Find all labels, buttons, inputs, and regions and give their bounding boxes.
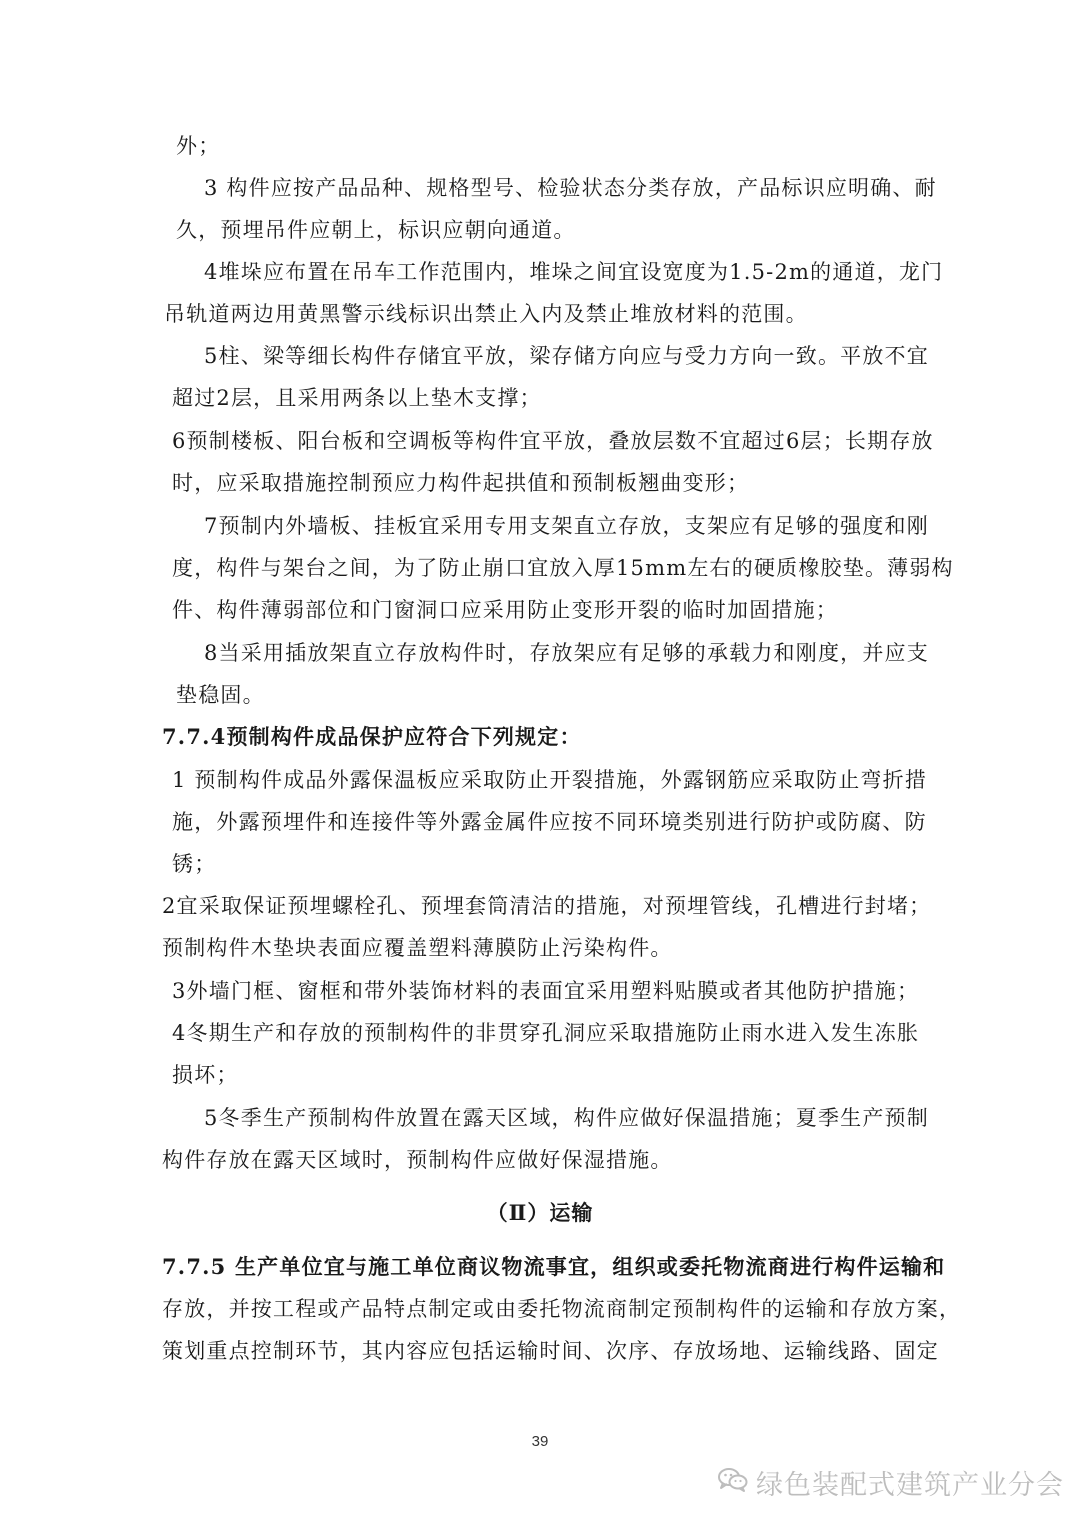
text-line: 7预制内外墙板、挂板宜采用专用支架直立存放，支架应有足够的强度和刚 <box>204 514 929 538</box>
text-line: 1 预制构件成品外露保温板应采取防止开裂措施，外露钢筋应采取防止弯折措 <box>172 768 928 792</box>
text-line: 4堆垛应布置在吊车工作范围内，堆垛之间宜设宽度为1.5-2m的通道，龙门 <box>204 260 944 284</box>
text-line: 度，构件与架台之间，为了防止崩口宜放入厚15mm左右的硬质橡胶垫。薄弱构 <box>172 556 954 580</box>
watermark-text: 绿色装配式建筑产业分会 <box>756 1469 1064 1501</box>
text-line: 3 构件应按产品品种、规格型号、检验状态分类存放，产品标识应明确、耐 <box>204 176 937 200</box>
page-number: 39 <box>531 1433 549 1450</box>
text-line: 6预制楼板、阳台板和空调板等构件宜平放，叠放层数不宜超过6层；长期存放 <box>172 429 934 453</box>
text-line: 预制构件木垫块表面应覆盖塑料薄膜防止污染构件。 <box>162 936 673 960</box>
section-title: （Ⅱ）运输 <box>486 1200 594 1225</box>
text-line: 垫稳固。 <box>176 683 265 707</box>
text-line: 4冬期生产和存放的预制构件的非贯穿孔洞应采取措施防止雨水进入发生冻胀 <box>172 1021 920 1045</box>
text-line: 策划重点控制环节，其内容应包括运输时间、次序、存放场地、运输线路、固定 <box>162 1339 939 1363</box>
wechat-icon <box>718 1467 748 1497</box>
text-line: 5冬季生产预制构件放置在露天区域，构件应做好保温措施；夏季生产预制 <box>204 1106 929 1130</box>
text-line: 超过2层，且采用两条以上垫木支撑； <box>172 386 542 410</box>
text-line: 存放，并按工程或产品特点制定或由委托物流商制定预制构件的运输和存放方案， <box>162 1297 962 1321</box>
text-line: 施，外露预埋件和连接件等外露金属件应按不同环境类别进行防护或防腐、防 <box>172 810 927 834</box>
text-line: 2宜采取保证预埋螺栓孔、预埋套筒清洁的措施，对预埋管线，孔槽进行封堵； <box>162 894 932 918</box>
text-line: 锈； <box>172 852 217 876</box>
text-line: 5柱、梁等细长构件存储宜平放，梁存储方向应与受力方向一致。平放不宜 <box>204 344 929 368</box>
text-line: 吊轨道两边用黄黑警示线标识出禁止入内及禁止堆放材料的范围。 <box>164 302 808 326</box>
text-line: 时，应采取措施控制预应力构件起拱值和预制板翘曲变形； <box>172 471 750 495</box>
text-line: 损坏； <box>172 1063 239 1087</box>
text-line: 外； <box>176 134 221 158</box>
clause-heading: 7.7.4预制构件成品保护应符合下列规定： <box>162 724 582 749</box>
watermark <box>718 1462 1064 1502</box>
clause-heading: 7.7.5 生产单位宜与施工单位商议物流事宜，组织或委托物流商进行构件运输和 <box>162 1254 946 1279</box>
text-line: 久，预埋吊件应朝上，标识应朝向通道。 <box>176 218 576 242</box>
text-line: 8当采用插放架直立存放构件时，存放架应有足够的承载力和刚度，并应支 <box>204 641 929 665</box>
text-line: 3外墙门框、窗框和带外装饰材料的表面宜采用塑料贴膜或者其他防护措施； <box>172 979 920 1003</box>
text-line: 件、构件薄弱部位和门窗洞口应采用防止变形开裂的临时加固措施； <box>172 598 838 622</box>
text-line: 构件存放在露天区域时，预制构件应做好保湿措施。 <box>162 1148 673 1172</box>
